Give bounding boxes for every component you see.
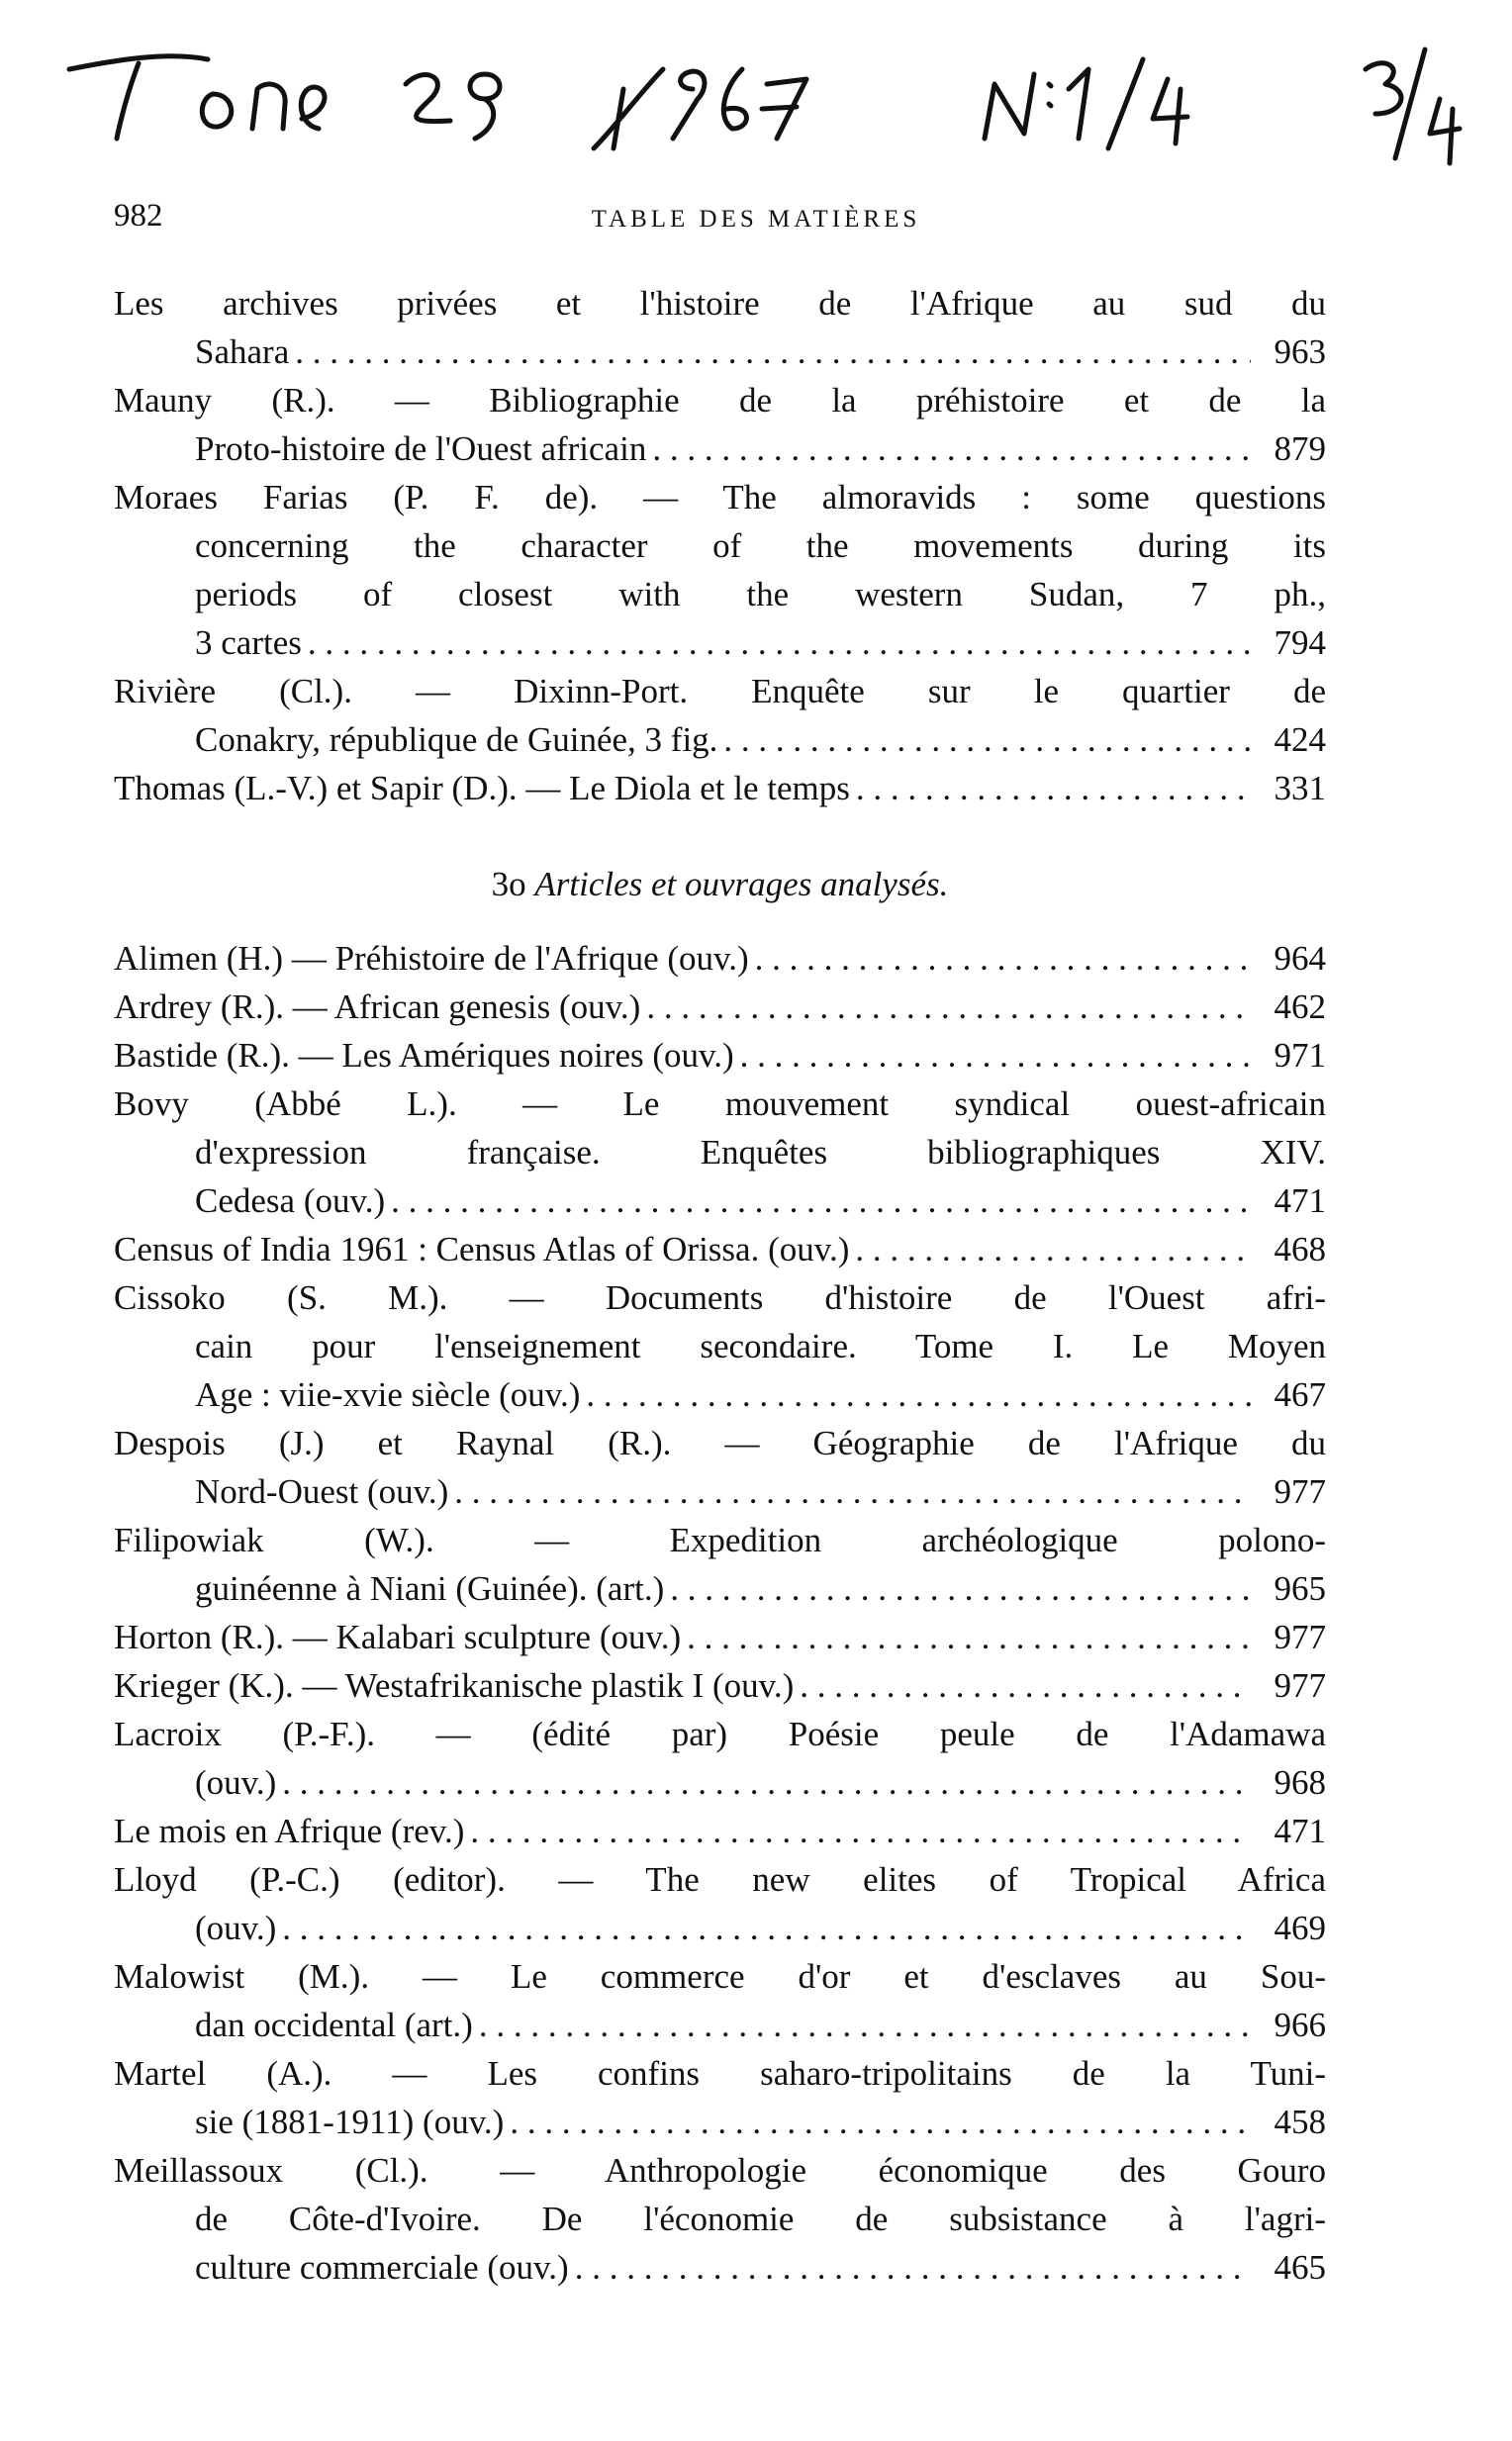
toc-entry-line: Thomas (L.-V.) et Sapir (D.). — Le Diola et le temps xyxy=(114,769,850,807)
toc-entry-line: periods of closest with the western Sudan, 7 ph., xyxy=(195,575,1326,613)
toc-entry-page: 462 xyxy=(1274,987,1326,1026)
table-of-contents xyxy=(114,279,1326,2292)
toc-entry-line: dan occidental (art.) xyxy=(195,2006,473,2044)
toc-entry xyxy=(114,473,1326,667)
toc-entry-page: 964 xyxy=(1274,939,1326,978)
toc-entry xyxy=(114,1031,1326,1080)
toc-entry-page: 977 xyxy=(1274,1666,1326,1705)
toc-entry-line: Lloyd (P.-C.) (editor). — The new elites of Tropical Africa xyxy=(114,1860,1326,1899)
running-title: TABLE DES MATIÈRES xyxy=(591,206,921,233)
toc-entry-page: 467 xyxy=(1274,1375,1326,1414)
toc-entry xyxy=(114,376,1326,473)
page-number: 982 xyxy=(114,198,163,234)
toc-entry xyxy=(114,1225,1326,1273)
toc-entry-line: Census of India 1961 : Census Atlas of Orissa. (ouv.) xyxy=(114,1230,850,1268)
toc-entry-line: Conakry, république de Guinée, 3 fig. xyxy=(195,720,718,759)
toc-entry xyxy=(114,1710,1326,1807)
toc-entry-line: Martel (A.). — Les confins saharo-tripolitains de la Tuni- xyxy=(114,2054,1326,2093)
toc-entry-page: 468 xyxy=(1274,1230,1326,1268)
toc-entry-line: guinéenne à Niani (Guinée). (art.) xyxy=(195,1569,665,1608)
toc-entry-line: 3 cartes xyxy=(195,623,302,662)
toc-entry-page: 471 xyxy=(1274,1181,1326,1220)
toc-entry-line: Le mois en Afrique (rev.) xyxy=(114,1812,465,1850)
toc-entry-line: Nord-Ouest (ouv.) xyxy=(195,1472,449,1511)
toc-entry-line: Meillassoux (Cl.). — Anthropologie économique des Gouro xyxy=(114,2151,1326,2190)
toc-entry xyxy=(114,1661,1326,1710)
toc-entry-line: (ouv.) xyxy=(195,1909,277,1947)
toc-entry-page: 331 xyxy=(1274,769,1326,807)
toc-entry xyxy=(114,279,1326,376)
toc-entry-line: culture commerciale (ouv.) xyxy=(195,2248,569,2287)
toc-entry-line: Despois (J.) et Raynal (R.). — Géographie de l'Afrique du xyxy=(114,1424,1326,1462)
section-title: Articles et ouvrages analysés. xyxy=(534,865,949,903)
handwritten-note xyxy=(59,30,1465,178)
toc-entry-line: Cedesa (ouv.) xyxy=(195,1181,386,1220)
toc-entry-line: Age : viie-xvie siècle (ouv.) xyxy=(195,1375,581,1414)
toc-entry-page: 963 xyxy=(1274,332,1326,371)
toc-entry xyxy=(114,1419,1326,1516)
toc-entry xyxy=(114,1273,1326,1419)
toc-entry xyxy=(114,934,1326,983)
toc-entry xyxy=(114,2146,1326,2292)
toc-entry-line: d'expression française. Enquêtes bibliographiques XIV. xyxy=(195,1133,1326,1172)
toc-entry-page: 966 xyxy=(1274,2006,1326,2044)
toc-entry-page: 794 xyxy=(1274,623,1326,662)
toc-entry-page: 971 xyxy=(1274,1036,1326,1075)
toc-entry-line: Sahara xyxy=(195,332,290,371)
toc-entry-line: Horton (R.). — Kalabari sculpture (ouv.) xyxy=(114,1618,682,1656)
toc-entry-line: (ouv.) xyxy=(195,1763,277,1802)
toc-entry xyxy=(114,1613,1326,1661)
toc-entry-page: 424 xyxy=(1274,720,1326,759)
toc-entry xyxy=(114,983,1326,1031)
toc-entry-page: 458 xyxy=(1274,2103,1326,2141)
toc-entry-line: sie (1881-1911) (ouv.) xyxy=(195,2103,505,2141)
toc-entry-page: 879 xyxy=(1274,429,1326,468)
toc-entry-line: cain pour l'enseignement secondaire. Tome I. Le Moyen xyxy=(195,1327,1326,1365)
toc-entry-line: Mauny (R.). — Bibliographie de la préhistoire et de la xyxy=(114,381,1326,420)
toc-entry-line: Bastide (R.). — Les Amériques noires (ouv.) xyxy=(114,1036,734,1075)
toc-entry-line: Moraes Farias (P. F. de). — The almoravids : some questions xyxy=(114,478,1326,516)
toc-entry xyxy=(114,764,1326,812)
toc-entry xyxy=(114,1952,1326,2049)
toc-entry xyxy=(114,667,1326,764)
toc-entry-line: de Côte-d'Ivoire. De l'économie de subsistance à l'agri- xyxy=(195,2200,1326,2238)
page-header xyxy=(0,198,1512,247)
toc-entry xyxy=(114,1855,1326,1952)
toc-entry-line: Alimen (H.) — Préhistoire de l'Afrique (ouv.) xyxy=(114,939,749,978)
toc-entry xyxy=(114,1516,1326,1613)
toc-entry-page: 977 xyxy=(1274,1472,1326,1511)
toc-entry-line: Filipowiak (W.). — Expedition archéologique polono- xyxy=(114,1521,1326,1559)
toc-entry-line: Bovy (Abbé L.). — Le mouvement syndical ouest-africain xyxy=(114,1084,1326,1123)
toc-entry-page: 471 xyxy=(1274,1812,1326,1850)
toc-entry xyxy=(114,1807,1326,1855)
toc-entry-page: 968 xyxy=(1274,1763,1326,1802)
toc-entry-line: Ardrey (R.). — African genesis (ouv.) xyxy=(114,987,641,1026)
toc-entry xyxy=(114,2049,1326,2146)
toc-entry-line: Krieger (K.). — Westafrikanische plastik I (ouv.) xyxy=(114,1666,795,1705)
toc-entry-page: 977 xyxy=(1274,1618,1326,1656)
section-heading xyxy=(114,860,1326,908)
handwritten-note-drawing xyxy=(59,30,1465,178)
toc-entry-line: Rivière (Cl.). — Dixinn-Port. Enquête sur le quartier de xyxy=(114,672,1326,710)
toc-entry-page: 469 xyxy=(1274,1909,1326,1947)
toc-entry-line: concerning the character of the movements during its xyxy=(195,526,1326,565)
toc-entry-line: Cissoko (S. M.). — Documents d'histoire de l'Ouest afri- xyxy=(114,1278,1326,1317)
toc-entry-line: Lacroix (P.-F.). — (édité par) Poésie peule de l'Adamawa xyxy=(114,1715,1326,1753)
toc-entry-line: Malowist (M.). — Le commerce d'or et d'esclaves au Sou- xyxy=(114,1957,1326,1996)
toc-entry-page: 965 xyxy=(1274,1569,1326,1608)
toc-entry-page: 465 xyxy=(1274,2248,1326,2287)
section-number: 3o xyxy=(491,865,526,903)
toc-entry xyxy=(114,1080,1326,1225)
toc-entry-line: Proto-histoire de l'Ouest africain xyxy=(195,429,647,468)
toc-entry-line: Les archives privées et l'histoire de l'Afrique au sud du xyxy=(114,284,1326,323)
